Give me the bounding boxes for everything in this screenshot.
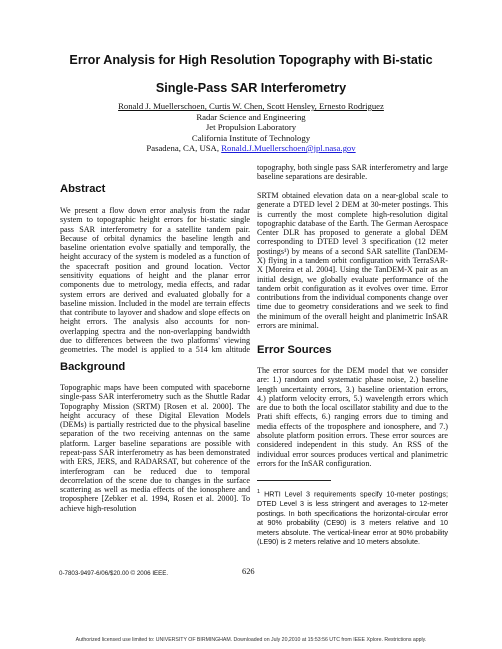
footnote: [257, 488, 448, 564]
right-intro-paragraph: topography, both single pass SAR interferometry and large baseline separations are desirable.: [257, 163, 448, 182]
error-sources-heading: Error Sources: [257, 344, 332, 356]
page-number: 626: [242, 567, 255, 576]
authorized-use-notice: Authorized licensed use limited to: UNIVERSITY OF BIRMINGHAM. Downloaded on July 20,2010 at 15:53:56 UTC from IEEE Xplore. Restrictions apply.: [75, 637, 427, 643]
footnote-divider: [257, 480, 331, 481]
abstract-heading: Abstract: [60, 183, 106, 195]
affiliation-lab: Jet Propulsion Laboratory: [205, 122, 297, 132]
copyright-notice: 0-7803-9497-6/06/$20.00 © 2006 IEEE.: [59, 570, 169, 577]
affiliation-department: Radar Science and Engineering: [196, 111, 306, 122]
author-block: [0, 101, 502, 154]
affiliation-address: Pasadena, CA, USA,: [146, 143, 220, 153]
affiliation-address-line: [0, 143, 502, 154]
footnote-text: HRTI Level 3 requirements specify 10-meter postings; DTED Level 3 is less stringent and averages to 12-meter postings. In both specifications the horizontal-circular error at 90% probability (CE90) is 3 meters relative and 10 meters absolute. The vertical-linear error at 90% probability (LE90) is 2 meters relative and 10 meters absolute.: [257, 489, 448, 547]
paper-title-line2: Single-Pass SAR Interferometry: [155, 81, 347, 95]
affiliation-institute: California Institute of Technology: [191, 132, 311, 143]
abstract-paragraph: We present a flow down error analysis from the radar system to topographic height errors for bi-static single pass SAR interferometry for a satellite tandem pair. Because of orbital dynamics the baseline length and baseline orientation evolve spatially and temporally, the height accuracy of the system is modeled as a function of the spacecraft position and ground location. Vector sensitivity equations of height and the planar error components due to metrology, media effects, and radar system errors are derived and evaluated globally for a baseline mission. Included in the model are terrain effects that contribute to layover and shadow and slope effects on height errors. The analysis also accounts for non-overlapping spectra and the non-overlapping bandwidth due to differences between the two platforms' viewing geometries. The model is applied to a 514 km altitude: [60, 206, 250, 355]
footnote-marker: 1: [257, 489, 261, 495]
srtm-paragraph: SRTM obtained elevation data on a near-global scale to generate a DTED level 2 DEM at 30-meter postings. This is currently the most complete high-resolution digital topographic database of the Earth. The German Aerospace Center DLR has proposed to generate a global DEM corresponding to DTED level 3 specification (12 meter postings¹) by means of a second SAR satellite (TanDEM-X) flying in a tandem orbit configuration with TerraSAR-X [Moreira et al. 2004]. Using the TanDEM-X pair as an initial design, we globally evaluate performance of the tandem orbit configuration as it evolves over time. Error contributions from the individual components change over time due to geometry considerations and we seek to find the minimum of the overall height and planimetric InSAR errors are minimal.: [257, 191, 448, 330]
error-sources-paragraph: The error sources for the DEM model that we consider are: 1.) random and systematic phase noise, 2.) baseline length uncertainty errors, 3.) baseline orientation errors, 4.) platform velocity errors, 5.) wavelength errors which are due to both the local oscillator stability and due to the Prati shift effects, 6.) ranging errors due to timing and media effects of the troposphere and ionosphere, and 7.) absolute platform position errors. These error sources are considered independent in this study. An RSS of the individual error sources produces vertical and planimetric errors for the InSAR configuration.: [257, 366, 448, 468]
background-heading: Background: [60, 361, 126, 373]
author-list: Ronald J. Muellerschoen, Curtis W. Chen, Scott Hensley, Ernesto Rodriguez: [118, 101, 384, 111]
author-email-link[interactable]: Ronald.J.Muellerschoen@jpl.nasa.gov: [221, 143, 356, 153]
background-paragraph: Topographic maps have been computed with spaceborne single-pass SAR interferometry such as the Shuttle Radar Topography Mission (SRTM) [Rosen et al. 2000]. The height accuracy of these Digital Elevation Models (DEMs) is partially restricted due to the physical baseline separation of the two receiving antennas on the same platform. Larger baseline separations are possible with repeat-pass SAR interferometry as has been demonstrated with ERS, JERS, and RADARSAT, but coherence of the interferogram can be reduced due to temporal decorrelation of the scene due to changes in the surface scattering as well as media effects of the ionosphere and troposphere [Zebker et al. 1994, Rosen et al. 2000]. To achieve high-resolution: [60, 383, 250, 513]
paper-title-line1: Error Analysis for High Resolution Topography with Bi-static: [69, 53, 433, 67]
